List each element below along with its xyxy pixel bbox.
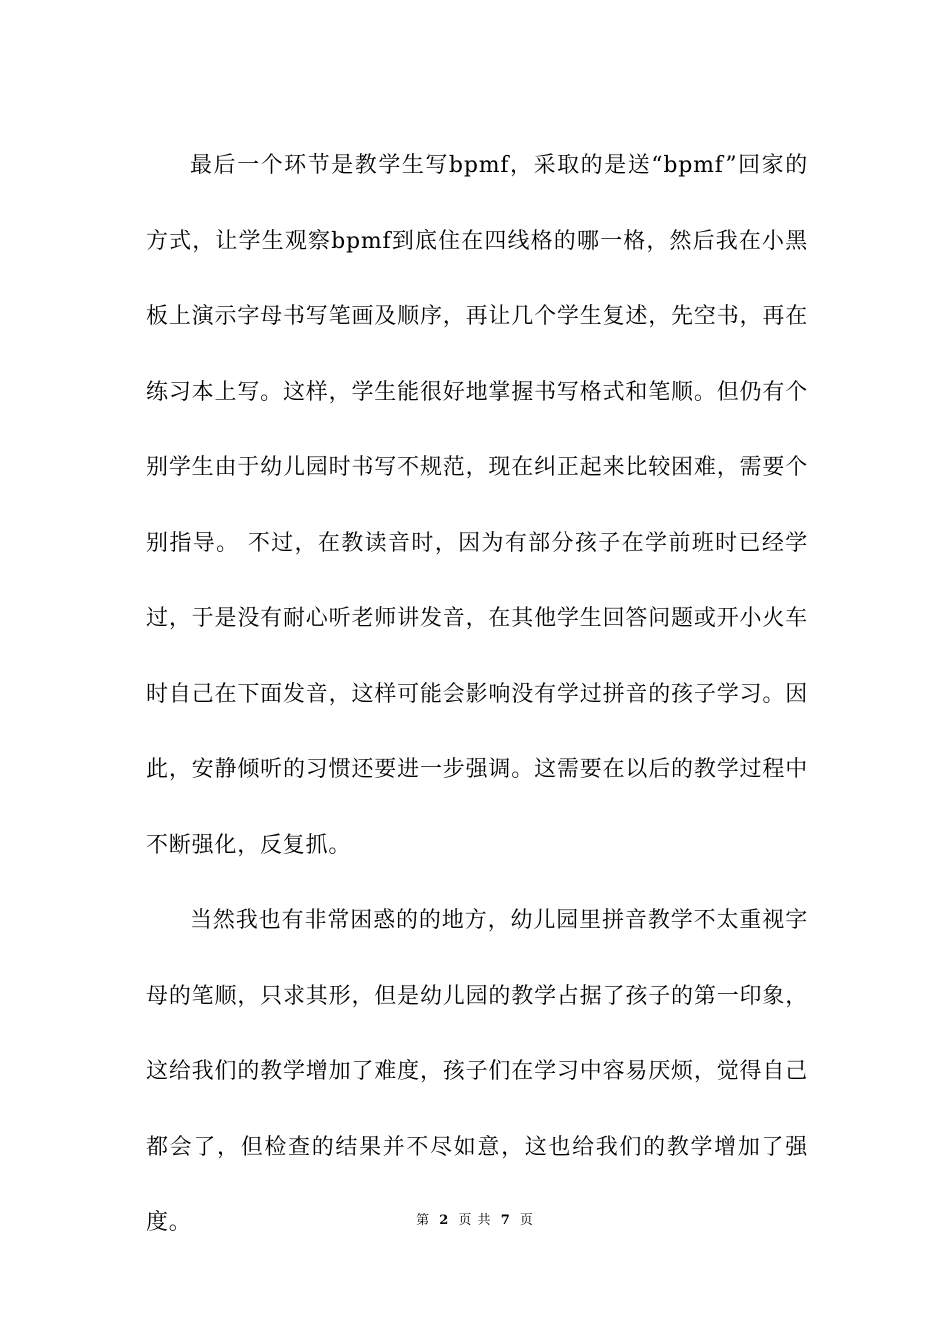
footer-prefix: 第: [416, 1213, 431, 1228]
paragraph: 最后一个环节是教学生写bpmf，采取的是送“bpmf”回家的方式，让学生观察bpmf到底住在四线格的哪一格，然后我在小黑板上演示字母书写笔画及顺序，再让几个学生复述，先空书，再在练习本上写。这样，学生能很好地掌握书写格式和笔顺。但仍有个别学生由于幼儿园时书写不规范，现在纠正起来比较困难，需要个别指导。 不过，在教读音时，因为有部分孩子在学前班时已经学过，于是没有耐心听老师讲发音，在其他学生回答问题或开小火车时自己在下面发音，这样可能会影响没有学过拼音的孩子学习。因此，安静倾听的习惯还要进一步强调。这需要在以后的教学过程中不断强化，反复抓。: [146, 153, 808, 858]
footer-total-pages: 7: [500, 1213, 511, 1228]
footer-middle: 页 共: [458, 1213, 492, 1228]
footer-current-page: 2: [439, 1213, 450, 1228]
paragraph: 当然我也有非常困惑的的地方，幼儿园里拼音教学不太重视字母的笔顺，只求其形，但是幼儿园的教学占据了孩子的第一印象，这给我们的教学增加了难度，孩子们在学习中容易厌烦，觉得自己都会了，但检查的结果并不尽如意，这也给我们的教学增加了强度。: [146, 908, 808, 1235]
footer-suffix: 页: [519, 1213, 534, 1228]
page-footer: [0, 1209, 950, 1228]
body-text: [146, 128, 808, 1261]
